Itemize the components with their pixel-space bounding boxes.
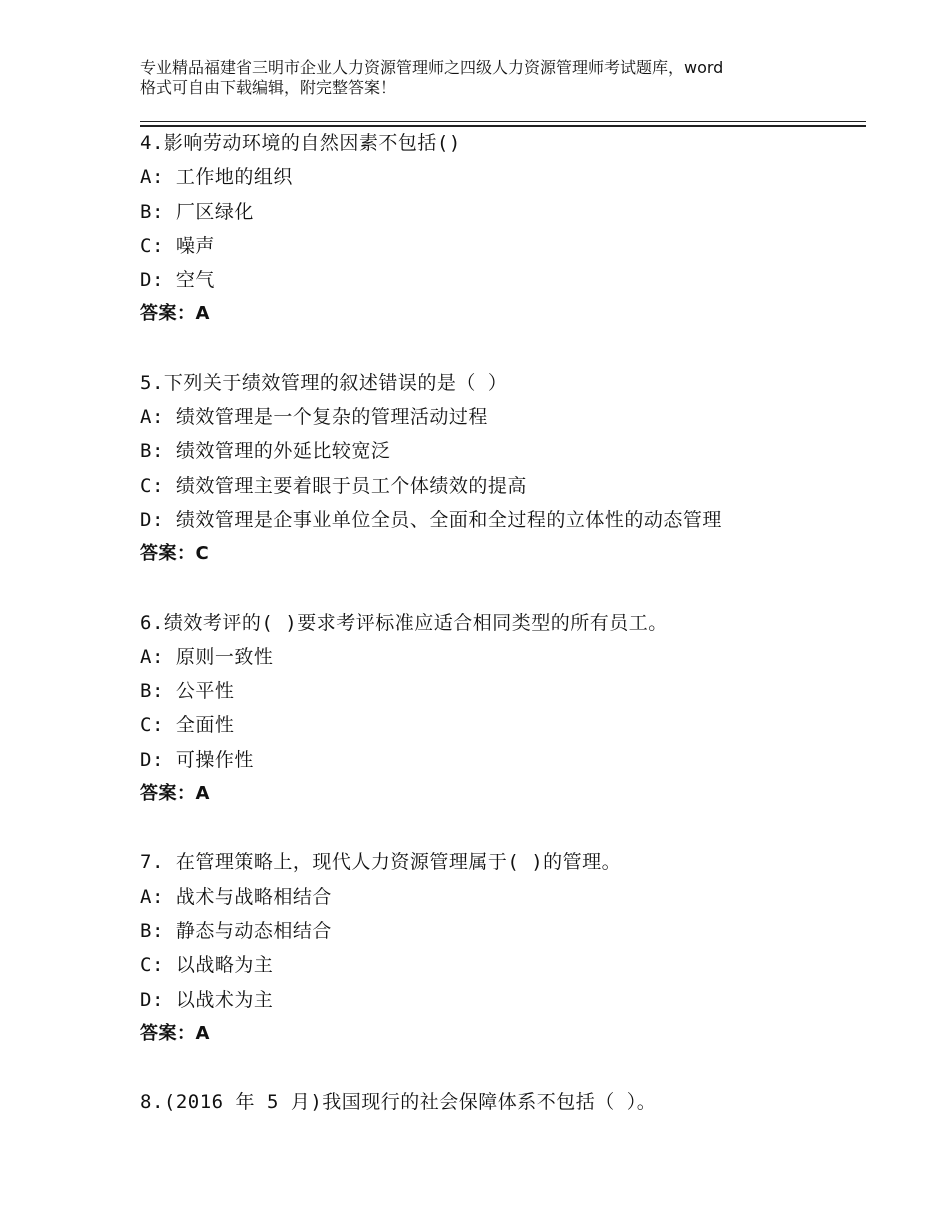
option-d: D: 空气: [140, 269, 215, 292]
question-stem: 6.绩效考评的( )要求考评标准应适合相同类型的所有员工。: [140, 611, 668, 634]
option-b: B: 绩效管理的外延比较宽泛: [140, 440, 391, 463]
option-c: C: 全面性: [140, 714, 235, 737]
answer-label: 答案：C: [140, 543, 210, 565]
option-a: A: 绩效管理是一个复杂的管理活动过程: [140, 406, 488, 429]
question-7: [140, 845, 866, 1051]
question-stem: 5.下列关于绩效管理的叙述错误的是（ ）: [140, 371, 508, 394]
option-d: D: 以战术为主: [140, 988, 274, 1011]
option-c: C: 噪声: [140, 234, 215, 257]
option-b: B: 厂区绿化: [140, 200, 254, 223]
question-list: [140, 126, 866, 1119]
option-c: C: 绩效管理主要着眼于员工个体绩效的提高: [140, 474, 527, 497]
answer-label: 答案：A: [140, 1022, 210, 1044]
question-stem: 7. 在管理策略上，现代人力资源管理属于( )的管理。: [140, 851, 622, 874]
answer-label: 答案：A: [140, 303, 210, 325]
question-5: [140, 366, 866, 572]
option-a: A: 战术与战略相结合: [140, 885, 332, 908]
option-c: C: 以战略为主: [140, 954, 274, 977]
answer-label: 答案：A: [140, 783, 210, 805]
option-b: B: 公平性: [140, 680, 235, 703]
question-6: [140, 606, 866, 812]
spacer: [140, 1051, 866, 1085]
option-d: D: 可操作性: [140, 748, 254, 771]
question-stem: 4.影响劳动环境的自然因素不包括(): [140, 132, 461, 154]
document-header: [140, 58, 830, 98]
option-d: D: 绩效管理是企事业单位全员、全面和全过程的立体性的动态管理: [140, 508, 722, 531]
option-b: B: 静态与动态相结合: [140, 919, 332, 942]
header-divider-thin: [140, 121, 866, 122]
question-8: [140, 1085, 866, 1119]
option-a: A: 原则一致性: [140, 645, 274, 668]
spacer: [140, 811, 866, 845]
option-a: A: 工作地的组织: [140, 166, 293, 189]
question-stem: 8.(2016 年 5 月)我国现行的社会保障体系不包括（ ）。: [140, 1091, 657, 1114]
spacer: [140, 332, 866, 366]
header-line-2: 格式可自由下载编辑，附完整答案！: [140, 78, 397, 97]
header-line-1: 专业精品福建省三明市企业人力资源管理师之四级人力资源管理师考试题库，word: [140, 58, 724, 77]
question-4: [140, 126, 866, 332]
spacer: [140, 572, 866, 606]
